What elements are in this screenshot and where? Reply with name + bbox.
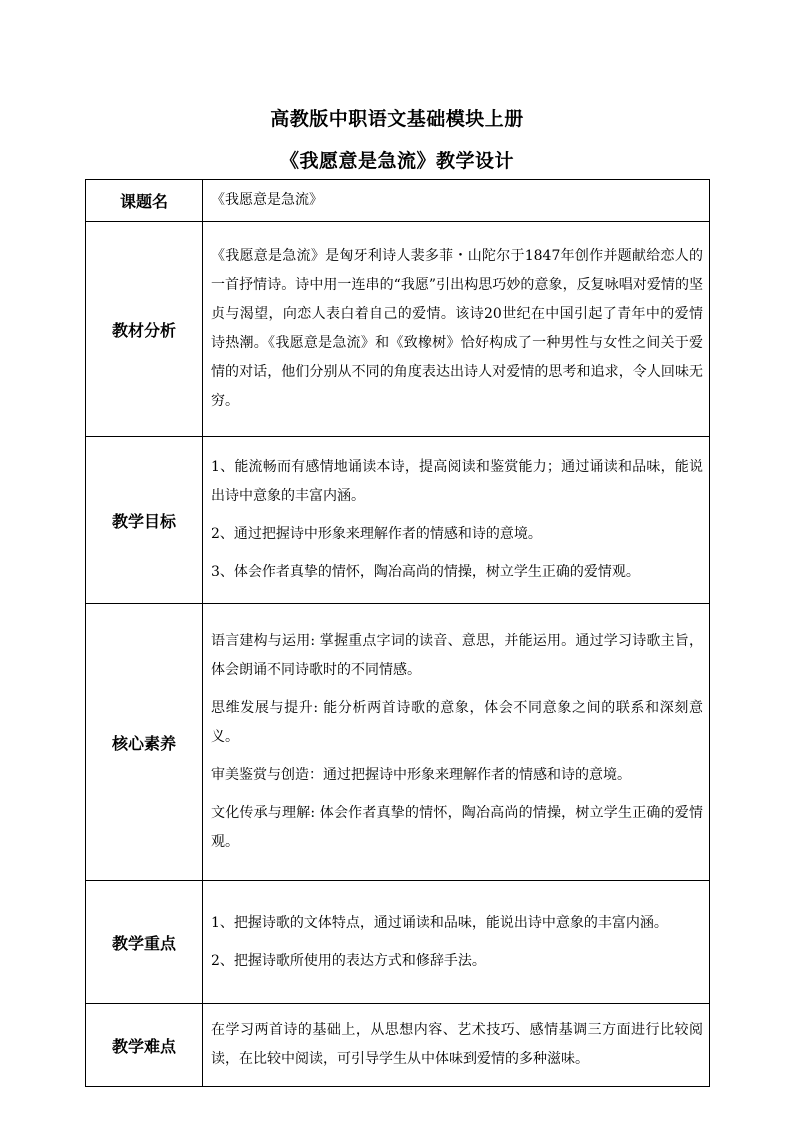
row-label: 核心素养 <box>86 604 203 881</box>
row-content <box>203 222 710 437</box>
document-title: 高教版中职语文基础模块上册 <box>270 108 524 130</box>
document-subtitle: 《我愿意是急流》教学设计 <box>279 150 514 172</box>
row-label: 教材分析 <box>86 222 203 437</box>
content-paragraph: 《我愿意是急流》 <box>211 192 323 208</box>
content-paragraph: 文化传承与理解: 体会作者真挚的情怀，陶冶高尚的情操，树立学生正确的爱情观。 <box>211 805 703 850</box>
table-row-topic <box>86 180 710 222</box>
row-content <box>203 437 710 604</box>
row-label: 教学目标 <box>86 437 203 604</box>
row-label: 课题名 <box>86 180 203 222</box>
content-paragraph: 语言建构与运用: 掌握重点字词的读音、意思，并能运用。通过学习诗歌主旨，体会朗诵不同诗歌时的不同情感。 <box>211 633 703 678</box>
table-row-core-literacy <box>86 604 710 881</box>
content-paragraph: 在学习两首诗的基础上，从思想内容、艺术技巧、感情基调三方面进行比较阅读，在比较中阅读，可引导学生从中体味到爱情的多种滋味。 <box>211 1022 703 1067</box>
table-row-material-analysis <box>86 222 710 437</box>
row-content <box>203 881 710 1004</box>
row-label: 教学重点 <box>86 881 203 1004</box>
table-row-difficulties <box>86 1004 710 1087</box>
content-paragraph: 《我愿意是急流》是匈牙利诗人裴多菲・山陀尔于1847年创作并题献给恋人的一首抒情诗。诗中用一连串的“我愿”引出构思巧妙的意象，反复咏唱对爱情的坚贞与渴望，向恋人表白着自己的爱情。该诗20世纪在中国引起了青年中的爱情诗热潮。《我愿意是急流》和《致橡树》恰好构成了一种男性与女性之间关于爱情的对话，他们分别从不同的角度表达出诗人对爱情的思考和追求，令人回味无穷。 <box>211 248 703 409</box>
lesson-plan-table <box>85 179 710 1087</box>
content-paragraph: 2、通过把握诗中形象来理解作者的情感和诗的意境。 <box>211 526 542 542</box>
content-paragraph: 3、体会作者真挚的情怀，陶冶高尚的情操，树立学生正确的爱情观。 <box>211 564 640 580</box>
table-row-teaching-goals <box>86 437 710 604</box>
row-label: 教学难点 <box>86 1004 203 1087</box>
content-paragraph: 1、能流畅而有感情地诵读本诗，提高阅读和鉴赏能力；通过诵读和品味，能说出诗中意象的丰富内涵。 <box>211 459 703 504</box>
row-content <box>203 180 710 222</box>
table-row-key-points <box>86 881 710 1004</box>
row-content <box>203 1004 710 1087</box>
content-paragraph: 审美鉴赏与创造：通过把握诗中形象来理解作者的情感和诗的意境。 <box>211 767 631 783</box>
content-paragraph: 1、把握诗歌的文体特点，通过诵读和品味，能说出诗中意象的丰富内涵。 <box>211 914 668 931</box>
row-content <box>203 604 710 881</box>
content-paragraph: 思维发展与提升: 能分析两首诗歌的意象，体会不同意象之间的联系和深刻意义。 <box>211 700 703 745</box>
content-paragraph: 2、把握诗歌所使用的表达方式和修辞手法。 <box>211 952 486 969</box>
